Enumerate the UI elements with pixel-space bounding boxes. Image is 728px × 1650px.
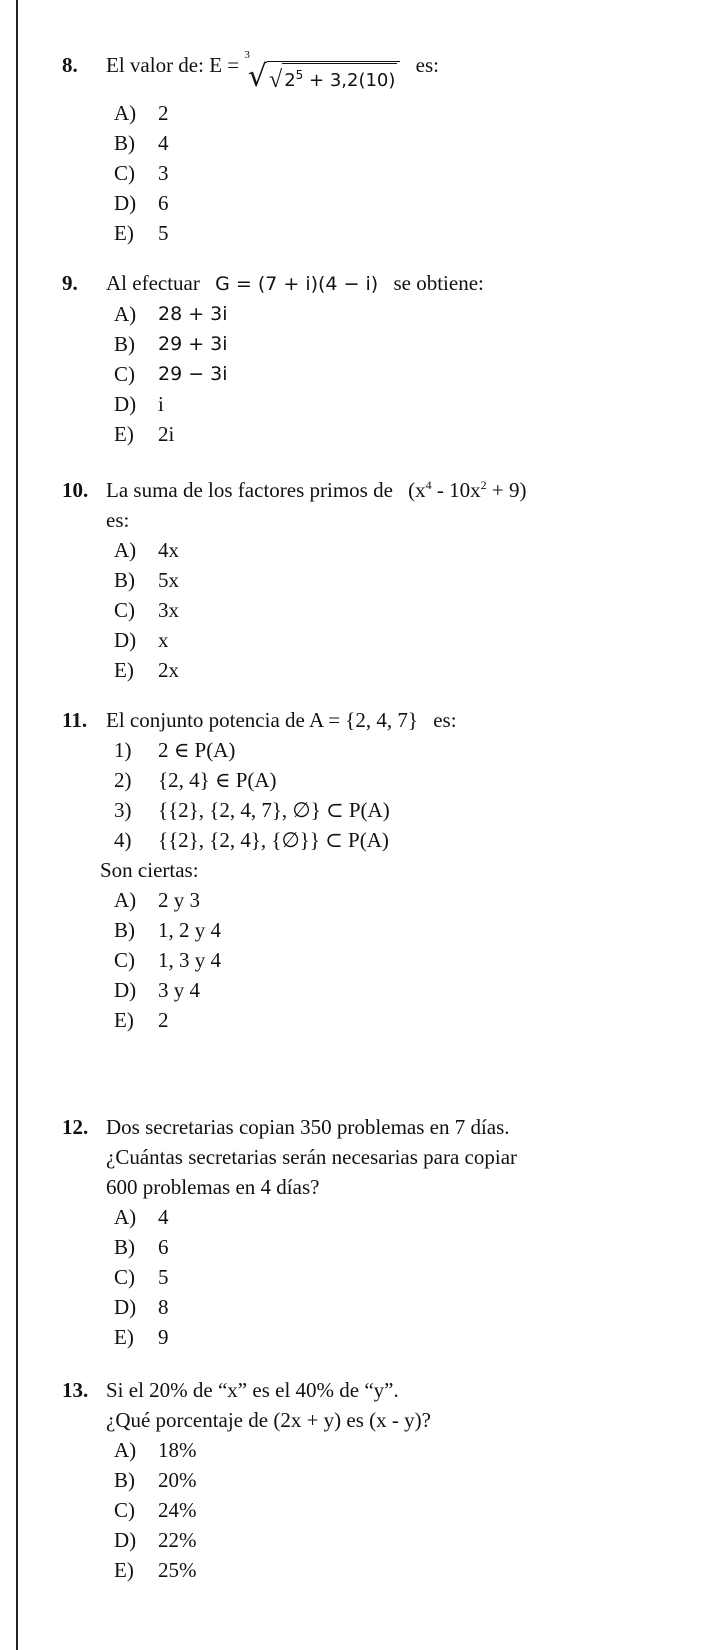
question-12 xyxy=(62,1112,662,1352)
inner-radicand: $2^5 + 3,2(10)$ xyxy=(282,63,397,92)
question-text: El conjunto potencia de A = {2, 4, 7} xyxy=(106,708,418,732)
left-margin-rule xyxy=(16,0,18,1650)
option-d[interactable]: D) x xyxy=(114,628,169,652)
sub-prompt: Son ciertas: xyxy=(100,858,199,882)
radical-sign: √ xyxy=(247,59,268,94)
option-b[interactable]: B) 4 xyxy=(114,131,169,155)
radicand xyxy=(267,61,400,92)
option-e[interactable]: E) 2i xyxy=(114,422,175,446)
question-text: El valor de: E = xyxy=(106,53,240,77)
option-d[interactable]: D) 3 y 4 xyxy=(114,978,200,1002)
option-d[interactable]: D) 6 xyxy=(114,191,169,215)
question-text-line-3: 600 problemas en 4 días? xyxy=(106,1175,320,1199)
statement-4: 4) {{2}, {2, 4}, {∅}} ⊂ P(A) xyxy=(114,828,389,852)
option-c[interactable]: C) 3x xyxy=(114,598,179,622)
question-text-line-2: ¿Qué porcentaje de (2x + y) es (x - y)? xyxy=(106,1408,431,1432)
question-suffix: es: xyxy=(433,708,457,732)
option-a[interactable]: A) 28 + 3i xyxy=(114,302,228,326)
question-8 xyxy=(62,50,662,248)
option-d[interactable]: D) 22% xyxy=(114,1528,197,1552)
option-e[interactable]: E) 2x xyxy=(114,658,179,682)
option-e[interactable]: E) 25% xyxy=(114,1558,197,1582)
question-text: Si el 20% de “x” es el 40% de “y”. xyxy=(106,1378,399,1402)
option-b[interactable]: B) 6 xyxy=(114,1235,169,1259)
question-number: 11. xyxy=(62,708,88,732)
question-number: 8. xyxy=(62,53,78,77)
question-text: Al efectuar xyxy=(106,271,200,295)
question-number: 10. xyxy=(62,478,89,502)
question-number: 13. xyxy=(62,1378,89,1402)
option-a[interactable]: A) 18% xyxy=(114,1438,197,1462)
question-number: 9. xyxy=(62,271,78,295)
statement-1: 1) 2 ∈ P(A) xyxy=(114,738,236,762)
question-9 xyxy=(62,268,662,449)
option-a[interactable]: A) 4 xyxy=(114,1205,169,1229)
option-c[interactable]: C) 3 xyxy=(114,161,169,185)
question-continuation: es: xyxy=(106,508,130,532)
math-expression: G = (7 + i)(4 − i) xyxy=(215,273,379,295)
option-c[interactable]: C) 24% xyxy=(114,1498,197,1522)
option-c[interactable]: C) 1, 3 y 4 xyxy=(114,948,221,972)
option-b[interactable]: B) 5x xyxy=(114,568,179,592)
option-e[interactable]: E) 9 xyxy=(114,1325,169,1349)
option-b[interactable]: B) 29 + 3i xyxy=(114,332,228,356)
cube-root-expression xyxy=(244,49,400,94)
question-text: La suma de los factores primos de xyxy=(106,478,393,502)
polynomial-expression: $(x^4 - 10x^2 + 9)$ xyxy=(408,478,527,502)
option-a[interactable]: A) 2 xyxy=(114,101,169,125)
statement-2: 2) {2, 4} ∈ P(A) xyxy=(114,768,277,792)
statement-3: 3) {{2}, {2, 4, 7}, ∅} ⊂ P(A) xyxy=(114,798,390,822)
root-index: 3 xyxy=(244,49,250,61)
question-text-line-2: ¿Cuántas secretarias serán necesarias para copiar xyxy=(106,1145,518,1169)
option-e[interactable]: E) 5 xyxy=(114,221,169,245)
question-number: 12. xyxy=(62,1115,89,1139)
option-e[interactable]: E) 2 xyxy=(114,1008,169,1032)
option-d[interactable]: D) 8 xyxy=(114,1295,169,1319)
option-a[interactable]: A) 2 y 3 xyxy=(114,888,200,912)
question-10 xyxy=(62,470,662,685)
inner-radical-sign: √ xyxy=(269,67,283,93)
question-11 xyxy=(62,705,662,1035)
option-a[interactable]: A) 4x xyxy=(114,538,179,562)
option-b[interactable]: B) 20% xyxy=(114,1468,197,1492)
option-c[interactable]: C) 29 − 3i xyxy=(114,362,228,386)
option-c[interactable]: C) 5 xyxy=(114,1265,169,1289)
option-b[interactable]: B) 1, 2 y 4 xyxy=(114,918,221,942)
question-suffix: es: xyxy=(415,53,439,77)
option-d[interactable]: D) i xyxy=(114,392,164,416)
question-text: Dos secretarias copian 350 problemas en 7 días. xyxy=(106,1115,510,1139)
question-suffix: se obtiene: xyxy=(393,271,484,295)
question-13 xyxy=(62,1375,662,1585)
